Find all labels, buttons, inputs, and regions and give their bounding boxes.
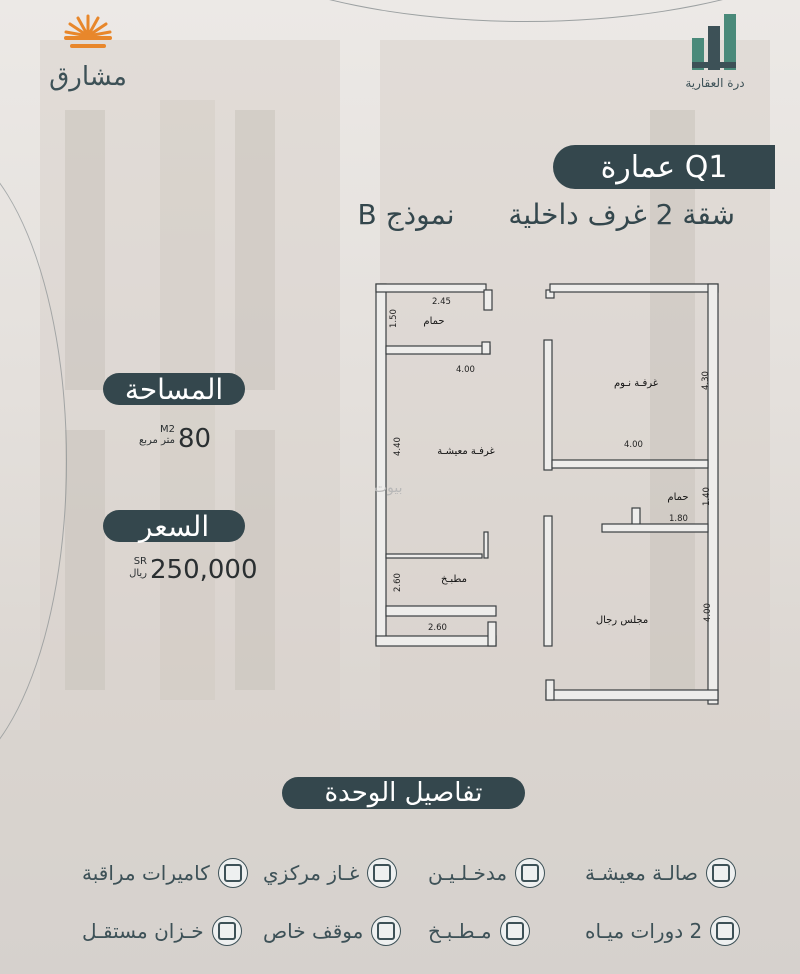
door-icon (515, 858, 545, 888)
area-unit-arabic: متر مربع (138, 435, 175, 446)
plan-watermark: بيوت (374, 480, 403, 496)
price-value: 250,000 (150, 555, 258, 585)
feature-kitchen: مـطـبـخ (428, 916, 530, 946)
room-majlis: مجلس رجال (595, 615, 649, 626)
room-living: غرفـة معيشـة (437, 446, 495, 457)
dim-bedroom-width: 4.00 (624, 440, 643, 450)
price-unit (125, 556, 147, 580)
feature-bathrooms: 2 دورات ميـاه (585, 916, 740, 946)
parking-icon (371, 916, 401, 946)
feature-central-gas: غـاز مركزي (263, 858, 397, 888)
camera-icon (218, 858, 248, 888)
sunburst-icon (28, 10, 148, 62)
durrah-mark-icon (670, 10, 760, 74)
masharq-logo-text: مشارق (49, 62, 127, 92)
price-unit-latin: SR (133, 556, 147, 567)
room-bath-small: حمام (667, 492, 689, 503)
price-unit-arabic: ريال (129, 568, 147, 579)
area-unit-latin: M2 (160, 424, 175, 435)
sofa-icon (706, 858, 736, 888)
feature-entrances: مدخـلـيـن (428, 858, 545, 888)
feature-cameras: كاميرات مراقبة (82, 858, 248, 888)
price-label: السعر (103, 510, 245, 542)
room-bath-top: حمام (423, 316, 445, 327)
floor-plan-drawing (374, 280, 726, 712)
unit-subtitle (300, 198, 735, 231)
dim-living-height: 4.40 (393, 437, 403, 456)
dim-majlis-height: 4.00 (703, 603, 713, 622)
dim-bath-height: 1.50 (389, 309, 399, 328)
feature-water-tank: خـزان مستقـل (82, 916, 242, 946)
floor-plan (374, 280, 726, 712)
room-kitchen: مطبـخ (441, 574, 467, 585)
dim-bath2-height: 1.40 (702, 487, 712, 506)
dim-bath-width: 2.45 (432, 297, 451, 307)
area-label: المساحة (103, 373, 245, 405)
durrah-logo (670, 10, 760, 95)
dim-kitchen-height: 2.60 (393, 573, 403, 592)
feature-living-room: صالـة معيشـة (585, 858, 736, 888)
dim-living-width: 4.00 (456, 365, 475, 375)
area-value: 80 (178, 424, 212, 454)
durrah-logo-text: درة العقارية (685, 76, 745, 90)
unit-description: شقة 2 غرف داخلية (508, 198, 735, 231)
area-unit (135, 424, 175, 446)
water-tank-icon (212, 916, 242, 946)
room-bedroom: غرفـة نـوم (613, 378, 659, 389)
unit-model: نموذج B (357, 198, 455, 231)
dim-bath2-width: 1.80 (669, 514, 688, 524)
gas-cylinder-icon (367, 858, 397, 888)
building-title: عمارة Q1 (553, 145, 775, 189)
unit-details-title: تفاصيل الوحدة (282, 777, 525, 809)
dim-kitchen-width: 2.60 (428, 623, 447, 633)
kitchen-icon (500, 916, 530, 946)
bathroom-icon (710, 916, 740, 946)
masharq-logo (28, 10, 148, 90)
feature-private-parking: موقف خاص (263, 916, 401, 946)
dim-bedroom-height: 4.30 (701, 371, 711, 390)
